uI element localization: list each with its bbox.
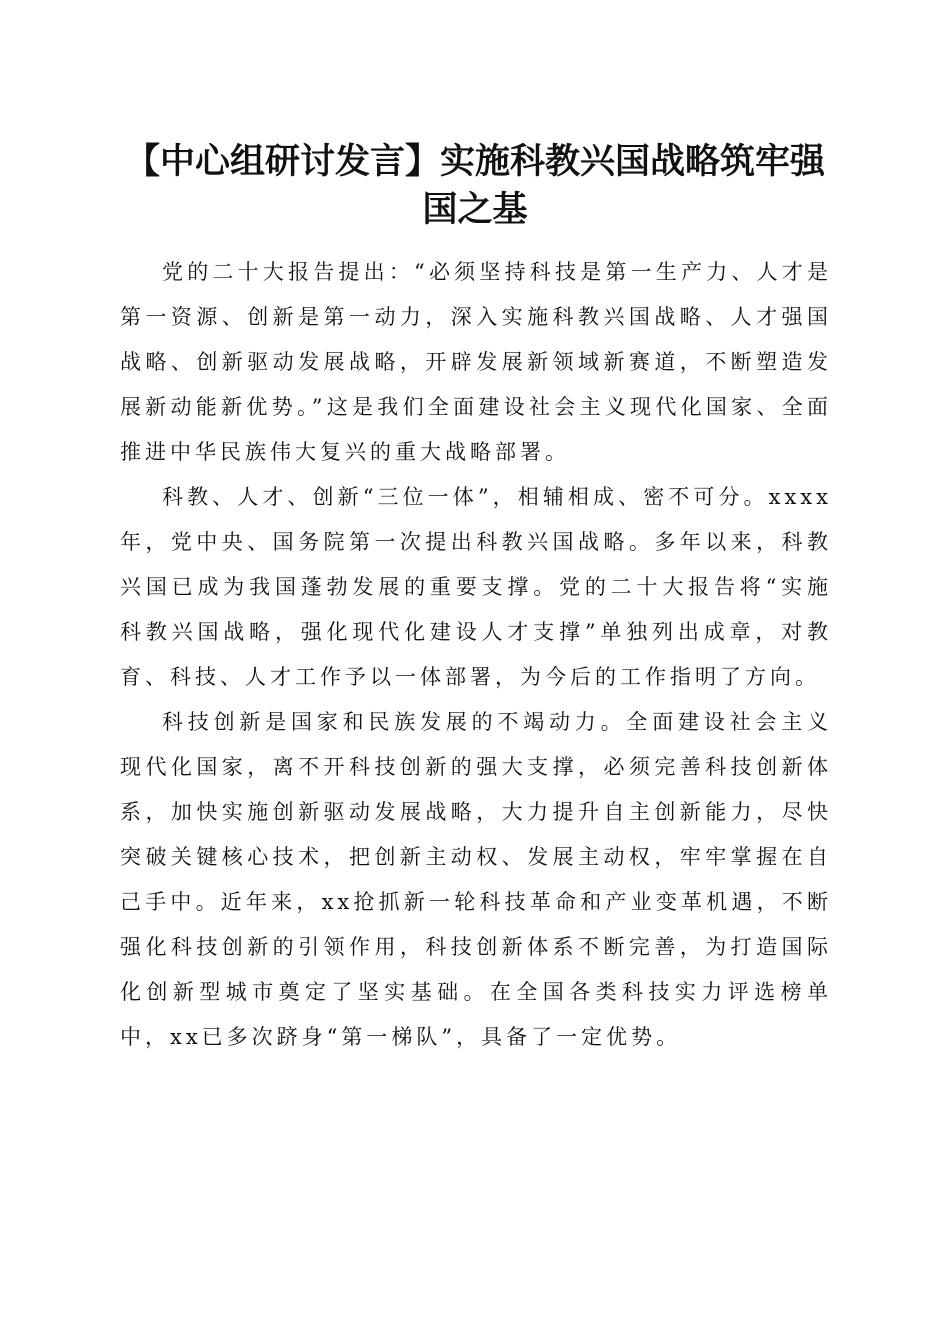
document-body: [120, 250, 832, 1060]
paragraph-1: 党的二十大报告提出：“必须坚持科技是第一生产力、人才是第一资源、创新是第一动力，深入实施科教兴国战略、人才强国战略、创新驱动发展战略，开辟发展新领域新赛道，不断塑造发展新动能新优势。”这是我们全面建设社会主义现代化国家、全面推进中华民族伟大复兴的重大战略部署。: [120, 260, 832, 464]
paragraph-3: 科技创新是国家和民族发展的不竭动力。全面建设社会主义现代化国家，离不开科技创新的强大支撑，必须完善科技创新体系，加快实施创新驱动发展战略，大力提升自主创新能力，尽快突破关键核心技术，把创新主动权、发展主动权，牢牢掌握在自己手中。近年来，xx抢抓新一轮科技革命和产业变革机遇，不断强化科技创新的引领作用，科技创新体系不断完善，为打造国际化创新型城市奠定了坚实基础。在全国各类科技实力评选榜单中，xx已多次跻身“第一梯队”，具备了一定优势。: [120, 710, 832, 1049]
document-title: 【中心组研讨发言】实施科教兴国战略筑牢强国之基: [124, 141, 825, 230]
paragraph-2: 科教、人才、创新“三位一体”，相辅相成、密不可分。xxxx年，党中央、国务院第一次提出科教兴国战略。多年以来，科教兴国已成为我国蓬勃发展的重要支撑。党的二十大报告将“实施科教兴国战略，强化现代化建设人才支撑”单独列出成章，对教育、科技、人才工作予以一体部署，为今后的工作指明了方向。: [120, 485, 832, 689]
